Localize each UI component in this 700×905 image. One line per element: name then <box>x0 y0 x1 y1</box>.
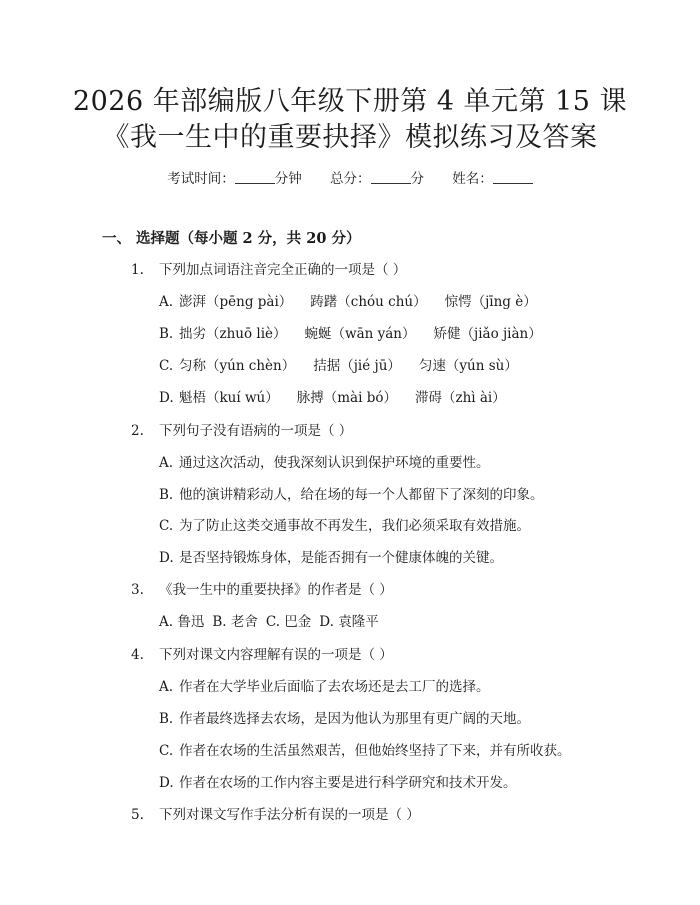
student-name-blank <box>493 171 533 184</box>
question-text: 下列加点词语注音完全正确的一项是（ ） <box>159 262 407 278</box>
q2-option-c <box>159 520 530 534</box>
option-item: 作者在农场的工作内容主要是进行科学研究和技术开发。 <box>179 775 517 791</box>
question-text: 《我一生中的重要抉择》的作者是（ ） <box>159 582 393 598</box>
option-letter: B. <box>159 487 174 503</box>
option-item: 踌躇（chóu chú） <box>310 294 427 310</box>
q1-option-c <box>159 360 536 374</box>
option-item: C. 巴金 <box>265 614 312 630</box>
option-item: 他的演讲精彩动人，给在场的每一个人都留下了深刻的印象。 <box>179 487 544 503</box>
option-item: 拙劣（zhuō liè） <box>179 326 287 342</box>
question-number: 5. <box>131 807 144 823</box>
q4-option-d <box>159 777 517 791</box>
question-3 <box>131 584 393 598</box>
document-title-line1: 2026 年部编版八年级下册第 4 单元第 15 课 <box>72 86 628 117</box>
q4-option-a <box>159 681 490 695</box>
total-score-blank <box>371 171 411 184</box>
option-item: 蜿蜒（wān yán） <box>304 326 416 342</box>
section-number: 一、 <box>102 230 131 247</box>
q4-option-c <box>159 745 571 759</box>
document-title-line2: 《我一生中的重要抉择》模拟练习及答案 <box>102 122 598 153</box>
option-letter: D. <box>159 390 174 406</box>
question-number: 1. <box>131 262 144 278</box>
question-text: 下列句子没有语病的一项是（ ） <box>159 423 353 439</box>
q1-option-b <box>159 328 560 342</box>
question-5 <box>131 809 420 823</box>
exam-time-blank <box>235 171 275 184</box>
option-item: 作者在大学毕业后面临了去农场还是去工厂的选择。 <box>179 679 490 695</box>
option-letter: D. <box>159 550 174 566</box>
question-text: 下列对课文写作手法分析有误的一项是（ ） <box>159 807 420 823</box>
question-1 <box>131 264 406 278</box>
q4-option-b <box>159 713 530 727</box>
question-2 <box>131 425 352 439</box>
question-4 <box>131 649 393 663</box>
exam-info <box>0 171 700 187</box>
q2-option-b <box>159 489 544 503</box>
section-title: 选择题（每小题 2 分，共 20 分） <box>136 230 361 247</box>
option-letter: C. <box>159 743 174 759</box>
option-item: 作者最终选择去农场，是因为他认为那里有更广阔的天地。 <box>179 711 530 727</box>
question-number: 4. <box>131 647 144 663</box>
question-number: 2. <box>131 423 144 439</box>
option-item: A. 鲁迅 <box>159 614 205 630</box>
option-item: 惊愕（jīng è） <box>444 294 537 310</box>
option-letter: C. <box>159 358 174 374</box>
option-letter: B. <box>159 326 174 342</box>
option-item: 通过这次活动，使我深刻认识到保护环境的重要性。 <box>179 455 490 471</box>
option-letter: A. <box>159 679 174 695</box>
option-letter: C. <box>159 518 174 534</box>
total-score-label: 总分： <box>330 171 371 187</box>
option-letter: A. <box>159 294 174 310</box>
option-item: 作者在农场的生活虽然艰苦，但他始终坚持了下来，并有所收获。 <box>179 743 571 759</box>
exam-time-unit: 分钟 <box>274 171 302 187</box>
q2-option-d <box>159 552 503 566</box>
option-item: 为了防止这类交通事故不再发生，我们必须采取有效措施。 <box>179 518 530 534</box>
student-name-label: 姓名： <box>452 171 493 187</box>
section-heading <box>102 232 360 247</box>
option-item: 滞碍（zhì ài） <box>414 390 506 406</box>
option-item: 匀称（yún chèn） <box>179 358 296 374</box>
question-text: 下列对课文内容理解有误的一项是（ ） <box>159 647 393 663</box>
option-item: 澎湃（pēng pài） <box>179 294 293 310</box>
option-item: 脉搏（mài bó） <box>296 390 397 406</box>
option-item: 匀速（yún sù） <box>418 358 518 374</box>
q1-option-d <box>159 392 524 406</box>
total-score-unit: 分 <box>410 171 424 187</box>
option-letter: B. <box>159 711 174 727</box>
option-item: B. 老舍 <box>212 614 258 630</box>
option-letter: A. <box>159 455 174 471</box>
q1-option-a <box>159 296 555 310</box>
question-number: 3. <box>131 582 144 598</box>
student-name-field <box>452 171 533 187</box>
exam-time-field <box>167 171 302 187</box>
option-item: D. 袁隆平 <box>319 614 379 630</box>
option-item: 矫健（jiǎo jiàn） <box>433 326 542 342</box>
option-item: 魁梧（kuí wú） <box>179 390 279 406</box>
option-letter: D. <box>159 775 174 791</box>
option-item: 拮据（jié jū） <box>313 358 401 374</box>
q3-options <box>159 616 387 630</box>
exam-time-label: 考试时间： <box>167 171 235 187</box>
option-item: 是否坚持锻炼身体，是能否拥有一个健康体魄的关键。 <box>179 550 503 566</box>
total-score-field <box>330 171 424 187</box>
q2-option-a <box>159 457 490 471</box>
